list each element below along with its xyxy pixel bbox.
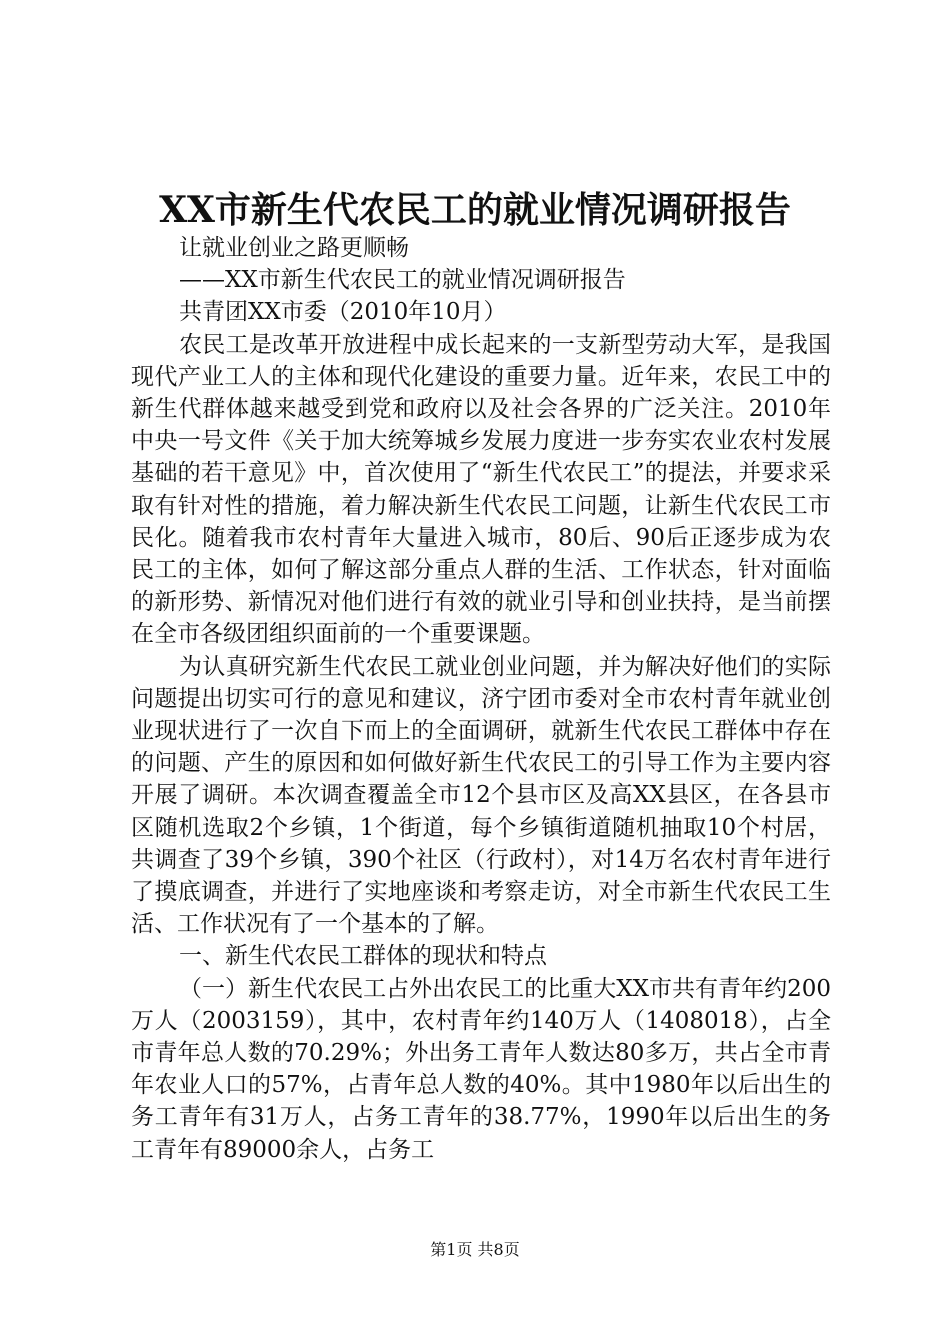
section-heading: 一、新生代农民工群体的现状和特点 bbox=[179, 943, 547, 970]
subtitle-line: 让就业创业之路更顺畅 bbox=[179, 235, 409, 261]
subtitle-line: ——XX市新生代农民工的就业情况调研报告 bbox=[179, 267, 626, 294]
author-line: 共青团XX市委（2010年10月） bbox=[179, 299, 507, 326]
document-title: XX市新生代农民工的就业情况调研报告 bbox=[159, 189, 791, 231]
paragraph: 为认真研究新生代农民工就业创业问题，并为解决好他们的实际问题提出切实可行的意见和建议，济宁团市委对全市农村青年就业创业现状进行了一次自下而上的全面调研，就新生代农民工群体中存在的问题、产生的原因和如何做好新生代农民工的引导工作为主要内容开展了调研。本次调查覆盖全市12个县市区及高XX县区，在各县市区随机选取2个乡镇，1个街道，每个乡镇街道随机抽取10个村居，共调查了39个乡镇，390个社区（行政村），对14万名农村青年进行了摸底调查，并进行了实地座谈和考察走访，对全市新生代农民工生活、工作状况有了一个基本的了解。 bbox=[131, 653, 831, 938]
document-body bbox=[131, 232, 831, 1166]
page-number: 第1页 共8页 bbox=[430, 1240, 520, 1259]
paragraph: （一）新生代农民工占外出农民工的比重大XX市共有青年约200万人（2003159），其中，农村青年约140万人（1408018），占全市青年总人数的70.29%；外出务工青年人数达80多万，共占全市青年农业人口的57%，占青年总人数的40%。其中1980年以后出生的务工青年有31万人，占务工青年的38.77%，1990年以后出生的务工青年有89000余人，占务工 bbox=[131, 975, 831, 1163]
paragraph: 农民工是改革开放进程中成长起来的一支新型劳动大军，是我国现代产业工人的主体和现代化建设的重要力量。近年来，农民工中的新生代群体越来越受到党和政府以及社会各界的广泛关注。2010年中央一号文件《关于加大统筹城乡发展力度进一步夯实农业农村发展基础的若干意见》中，首次使用了“新生代农民工”的提法，并要求采取有针对性的措施，着力解决新生代农民工问题，让新生代农民工市民化。随着我市农村青年大量进入城市，80后、90后正逐步成为农民工的主体，如何了解这部分重点人群的生活、工作状态，针对面临的新形势、新情况对他们进行有效的就业引导和创业扶持，是当前摆在全市各级团组织面前的一个重要课题。 bbox=[131, 331, 831, 648]
